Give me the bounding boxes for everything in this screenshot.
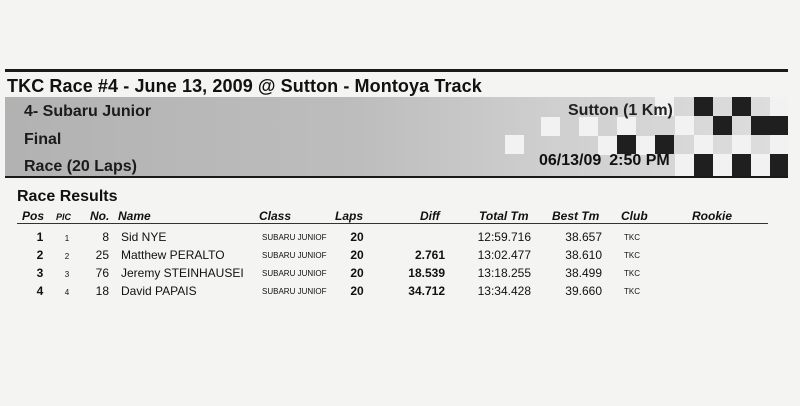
event-title: TKC Race #4 - June 13, 2009 @ Sutton - Montoya Track [7,76,482,96]
row3-pic: 3 [64,270,70,279]
row1-name: Sid NYE [121,230,167,244]
row4-class: SUBARU JUNIOF [262,287,327,296]
col-diff: Diff [420,209,440,223]
col-name: Name [118,209,151,223]
row4-best: 39.660 [565,284,602,298]
col-class: Class [259,209,292,223]
col-pic: PIC [56,212,72,222]
col-pos: Pos [22,209,45,223]
row1-best: 38.657 [565,230,602,244]
row4-diff: 34.712 [408,284,445,298]
row1-laps: 20 [350,230,364,244]
row1-total: 12:59.716 [477,230,531,244]
race-datetime [539,152,670,170]
row2-class: SUBARU JUNIOF [262,251,327,260]
col-no: No. [90,209,110,223]
row3-class: SUBARU JUNIOF [262,269,327,278]
row3-no: 76 [95,266,109,280]
row3-diff: 18.539 [408,266,445,280]
header-bottom-rule [5,176,788,178]
row2-pic: 2 [64,252,70,261]
row2-club: TKC [624,251,640,260]
row2-diff: 2.761 [414,248,445,262]
track-name: Sutton (1 Km) [568,102,673,119]
row2-total: 13:02.477 [477,248,531,262]
row1-club: TKC [624,233,640,242]
row3-best: 38.499 [565,266,602,280]
race-time: 2:50 PM [609,152,670,169]
row1-pos: 1 [36,230,44,244]
session-name: Race (20 Laps) [24,158,137,175]
col-rookie: Rookie [692,209,733,223]
class-name: 4- Subaru Junior [24,103,152,120]
row1-class: SUBARU JUNIOF [262,233,327,242]
col-total: Total Tm [479,209,529,223]
row3-pos: 3 [36,266,44,280]
row4-pos: 4 [36,284,44,298]
row2-laps: 20 [350,248,364,262]
section-title: Race Results [17,188,118,205]
header-rule [17,223,768,224]
row1-pic: 1 [64,234,70,243]
row4-total: 13:34.428 [477,284,531,298]
row2-pos: 2 [36,248,44,262]
round-name: Final [24,131,62,148]
row4-name: David PAPAIS [121,284,197,298]
row2-name: Matthew PERALTO [121,248,225,262]
top-rule [5,69,788,72]
race-date: 06/13/09 [539,152,602,169]
header-band [5,97,788,177]
row4-pic: 4 [64,288,70,297]
col-laps: Laps [335,209,364,223]
row4-club: TKC [624,287,640,296]
col-best: Best Tm [552,209,600,223]
row1-no: 8 [102,230,109,244]
row4-no: 18 [95,284,109,298]
col-club: Club [621,209,648,223]
row2-best: 38.610 [565,248,602,262]
row3-name: Jeremy STEINHAUSEI [121,266,244,280]
row2-no: 25 [95,248,109,262]
row4-laps: 20 [350,284,364,298]
row3-total: 13:18.255 [477,266,531,280]
row3-club: TKC [624,269,640,278]
row3-laps: 20 [350,266,364,280]
